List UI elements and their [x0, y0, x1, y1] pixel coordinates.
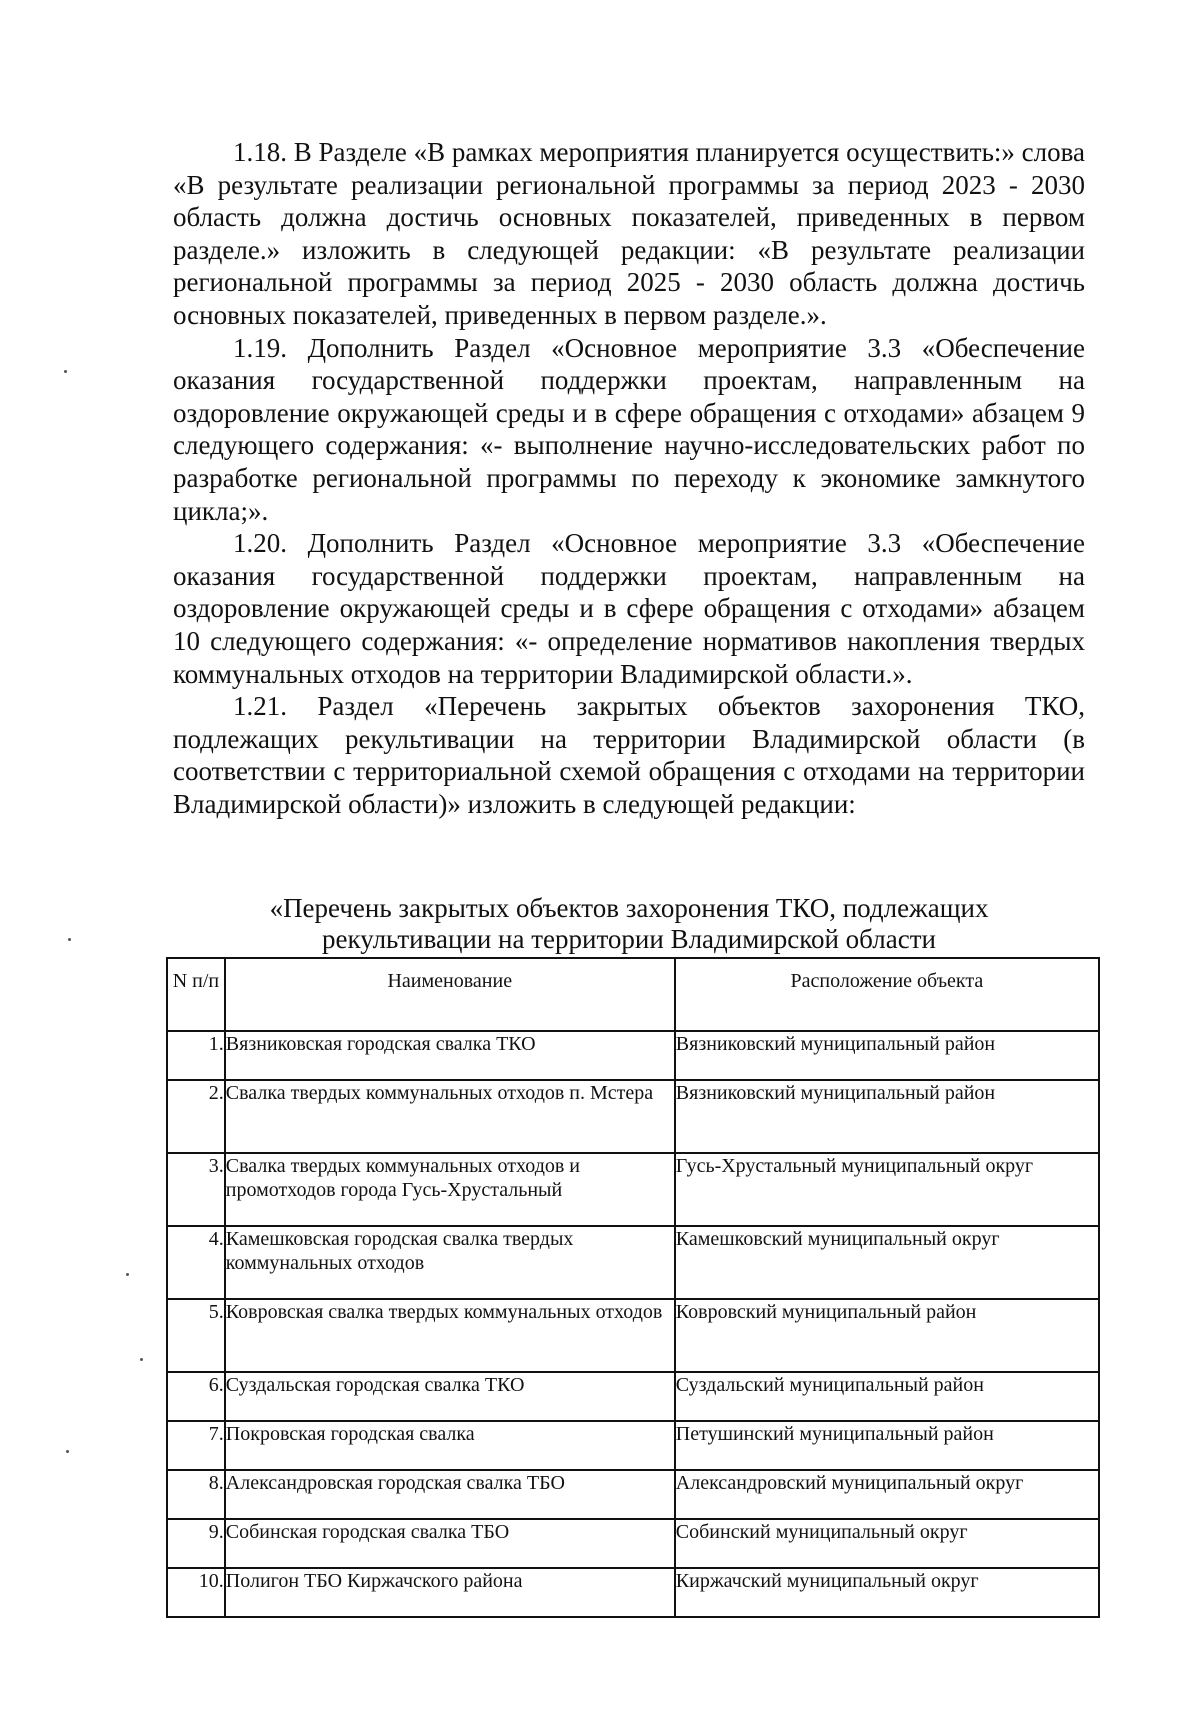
- landfill-table: [166, 957, 1100, 1618]
- table-row: [167, 1372, 1099, 1421]
- table-row: [167, 1080, 1099, 1153]
- row-number: 8.: [167, 1470, 225, 1519]
- table-row: [167, 1470, 1099, 1519]
- row-location: Петушинский муниципальный район: [675, 1421, 1099, 1470]
- paragraph-1-21: 1.21. Раздел «Перечень закрытых объектов захоронения ТКО, подлежащих рекультивации на территории Владимирской области (в соответствии с территориальной схемой обращения с отходами на территории Владимирской области)» изложить в следующей редакции:: [173, 691, 1085, 819]
- row-number: 5.: [167, 1299, 225, 1372]
- row-location: Гусь-Хрустальный муниципальный округ: [675, 1153, 1099, 1226]
- table-title: [173, 893, 1085, 955]
- row-number: 6.: [167, 1372, 225, 1421]
- row-name: Свалка твердых коммунальных отходов и промотходов города Гусь-Хрустальный: [225, 1153, 675, 1226]
- row-name: Полигон ТБО Киржачского района: [225, 1568, 675, 1617]
- row-name: Свалка твердых коммунальных отходов п. Мстера: [225, 1080, 675, 1153]
- row-location: Камешковский муниципальный округ: [675, 1226, 1099, 1299]
- scan-speck: [64, 370, 67, 373]
- row-name: Покровская городская свалка: [225, 1421, 675, 1470]
- table-row: [167, 1031, 1099, 1080]
- row-name: Суздальская городская свалка ТКО: [225, 1372, 675, 1421]
- row-number: 10.: [167, 1568, 225, 1617]
- table-row: [167, 1226, 1099, 1299]
- scan-speck: [68, 938, 71, 941]
- row-location: Суздальский муниципальный район: [675, 1372, 1099, 1421]
- row-location: Ковровский муниципальный район: [675, 1299, 1099, 1372]
- row-number: 2.: [167, 1080, 225, 1153]
- row-location: Александровский муниципальный округ: [675, 1470, 1099, 1519]
- table-row: [167, 1153, 1099, 1226]
- scan-speck: [126, 1273, 129, 1276]
- table-row: [167, 1519, 1099, 1568]
- table-row: [167, 1421, 1099, 1470]
- row-number: 4.: [167, 1226, 225, 1299]
- table-title-line-2: рекультивации на территории Владимирской области: [322, 924, 936, 954]
- header-number: N п/п: [167, 958, 225, 1031]
- header-location: Расположение объекта: [675, 958, 1099, 1031]
- paragraph-1-18: 1.18. В Разделе «В рамках мероприятия планируется осуществить:» слова «В результате реализации региональной программы за период 2023 - 2030 область должна достичь основных показателей, приведенных в первом разделе.» изложить в следующей редакции: «В результате реализации региональной программы за период 2025 - 2030 область должна достичь основных показателей, приведенных в первом разделе.».: [173, 137, 1085, 330]
- row-name: Ковровская свалка твердых коммунальных отходов: [225, 1299, 675, 1372]
- paragraph-1-19: 1.19. Дополнить Раздел «Основное мероприятие 3.3 «Обеспечение оказания государственной поддержки проектам, направленным на оздоровление окружающей среды и в сфере обращения с отходами» абзацем 9 следующего содержания: «- выполнение научно-исследовательских работ по разработке региональной программы по переходу к экономике замкнутого цикла;».: [173, 332, 1085, 526]
- table-row: [167, 1568, 1099, 1617]
- table-row: [167, 1299, 1099, 1372]
- row-name: Александровская городская свалка ТБО: [225, 1470, 675, 1519]
- row-number: 7.: [167, 1421, 225, 1470]
- row-number: 3.: [167, 1153, 225, 1226]
- row-number: 1.: [167, 1031, 225, 1080]
- document-body: [173, 136, 1085, 820]
- row-number: 9.: [167, 1519, 225, 1568]
- row-location: Вязниковский муниципальный район: [675, 1080, 1099, 1153]
- row-location: Вязниковский муниципальный район: [675, 1031, 1099, 1080]
- row-location: Собинский муниципальный округ: [675, 1519, 1099, 1568]
- scan-speck: [66, 1450, 69, 1453]
- table-title-line-1: «Перечень закрытых объектов захоронения ТКО, подлежащих: [269, 893, 989, 923]
- row-name: Вязниковская городская свалка ТКО: [225, 1031, 675, 1080]
- row-name: Камешковская городская свалка твердых коммунальных отходов: [225, 1226, 675, 1299]
- paragraph-1-20: 1.20. Дополнить Раздел «Основное мероприятие 3.3 «Обеспечение оказания государственной поддержки проектам, направленным на оздоровление окружающей среды и в сфере обращения с отходами» абзацем 10 следующего содержания: «- определение нормативов накопления твердых коммунальных отходов на территории Владимирской области.».: [173, 528, 1085, 689]
- scan-speck: [140, 1358, 143, 1361]
- row-location: Киржачский муниципальный округ: [675, 1568, 1099, 1617]
- header-name: Наименование: [225, 958, 675, 1031]
- table-header-row: [167, 958, 1099, 1031]
- row-name: Собинская городская свалка ТБО: [225, 1519, 675, 1568]
